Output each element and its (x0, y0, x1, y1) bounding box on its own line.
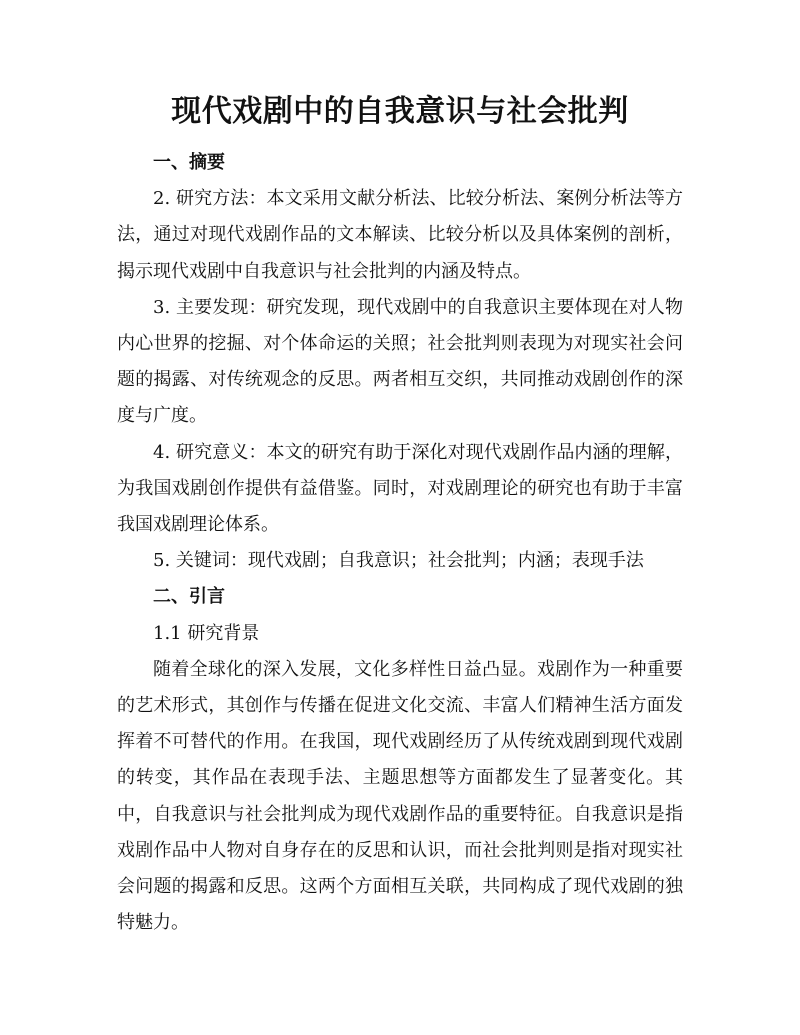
section-heading-introduction: 二、引言 (153, 586, 225, 608)
paragraph-keywords: 5. 关键词：现代戏剧；自我意识；社会批判；内涵；表现手法 (153, 550, 644, 572)
paragraph-research-methods: 2. 研究方法：本文采用文献分析法、比较分析法、案例分析法等方法，通过对现代戏剧作品的文本解读、比较分析以及具体案例的剖析，揭示现代戏剧中自我意识与社会批判的内涵及特点。 (117, 188, 683, 282)
subheading-research-background: 1.1 研究背景 (153, 622, 260, 644)
section-heading-abstract: 一、摘要 (153, 152, 225, 173)
paragraph-research-significance: 4. 研究意义：本文的研究有助于深化对现代戏剧作品内涵的理解，为我国戏剧创作提供有益借鉴。同时，对戏剧理论的研究也有助于丰富我国戏剧理论体系。 (117, 441, 683, 536)
paragraph-main-findings: 3. 主要发现：研究发现，现代戏剧中的自我意识主要体现在对人物内心世界的挖掘、对个体命运的关照；社会批判则表现为对现实社会问题的揭露、对传统观念的反思。两者相互交织，共同推动戏剧创作的深度与广度。 (117, 296, 683, 427)
paragraph-background: 随着全球化的深入发展，文化多样性日益凸显。戏剧作为一种重要的艺术形式，其创作与传播在促进文化交流、丰富人们精神生活方面发挥着不可替代的作用。在我国，现代戏剧经历了从传统戏剧到现代戏剧的转变，其作品在表现手法、主题思想等方面都发生了显著变化。其中，自我意识与社会批判成为现代戏剧作品的重要特征。自我意识是指戏剧作品中人物对自身存在的反思和认识，而社会批判则是指对现实社会问题的揭露和反思。这两个方面相互关联，共同构成了现代戏剧的独特魅力。 (117, 658, 683, 934)
document-title: 现代戏剧中的自我意识与社会批判 (171, 94, 629, 129)
document-body (117, 145, 683, 941)
